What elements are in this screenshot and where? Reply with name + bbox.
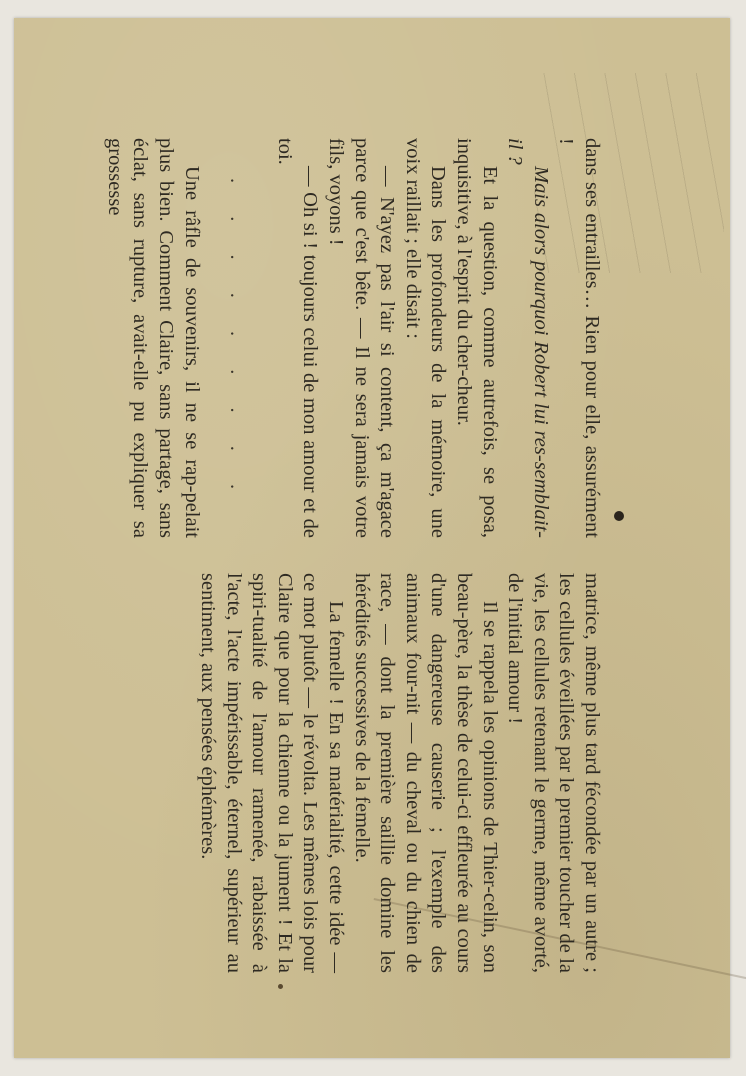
rotated-text-block	[44, 138, 604, 998]
paragraph: — N'ayez pas l'air si content, ça m'agace parce que c'est bête. — Il ne sera jamais votre fils, voyons !	[325, 138, 399, 538]
paragraph: Et la question, comme autrefois, se posa, inquisitive, à l'esprit du cher-cheur.	[453, 138, 501, 538]
paragraph: Dans les profondeurs de la mémoire, une voix raillait ; elle disait :	[401, 138, 450, 538]
ink-blot	[614, 511, 624, 521]
paragraph: matrice, même plus tard fécondée par un autre ; les cellules éveillées par le premier toucher de la vie, les cellules retenant le germe, même avorté, de l'initial amour !	[504, 573, 603, 973]
paragraph: dans ses entrailles… Rien pour elle, assurément !	[555, 138, 603, 538]
paragraph: Il se rappela les opinions de Thier-celin, son beau-père, la thèse de celui-ci effleurée au cours d'une dangereuse causerie ; l'exemple des animaux four-nit — du cheval ou du chien de race, — dont la première saillie domine les hérédités successives de la femelle.	[350, 573, 501, 973]
paragraph: — Oh si ! toujours celui de mon amour et de toi.	[273, 138, 322, 538]
right-column	[44, 573, 604, 973]
paragraph: La femelle ! En sa matérialité, cette idée — ce mot plutôt — le révolta. Les mêmes lois pour Claire que pour la chienne ou la jument ! Et la spiri-tualité de l'amour ramenée, rabaissée à l'acte, l'acte impérissable, éternel, supérieur au sentiment, aux pensées éphémères.	[197, 573, 348, 973]
paragraph: Une râfle de souvenirs, il ne se rap-pelait plus bien. Comment Claire, sans partage, sans éclat, sans rupture, avait-elle pu expliquer sa grossesse	[103, 138, 203, 538]
section-break-dots: . . . . . . . . .	[226, 178, 249, 504]
paragraph-italic: Mais alors pourquoi Robert lui res-semblait-il ?	[504, 138, 552, 538]
paper-sheet	[14, 18, 730, 1058]
left-column	[44, 138, 604, 538]
